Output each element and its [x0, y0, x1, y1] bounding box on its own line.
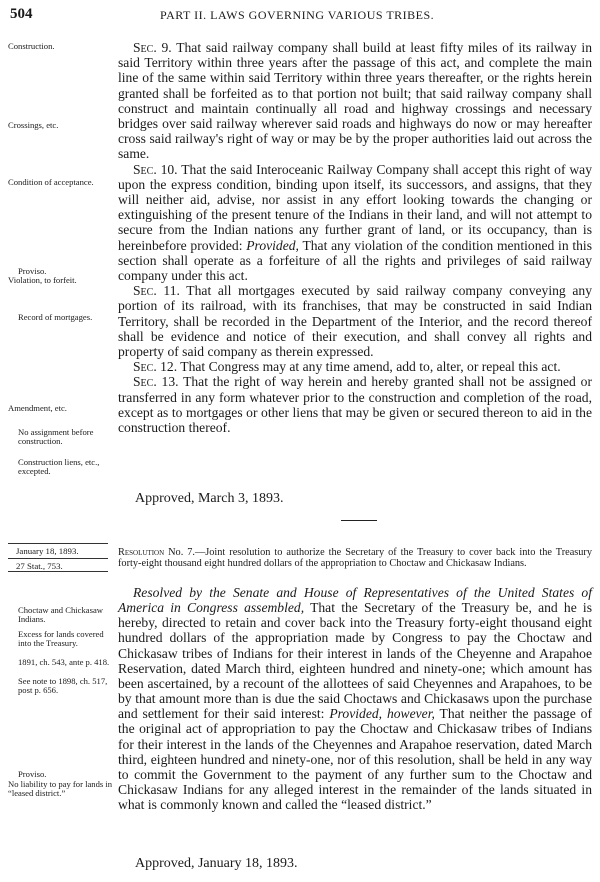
section-13-label: Sec. 13. — [133, 374, 179, 390]
margin-note-record: Record of mortgages. — [18, 312, 93, 322]
section-9 — [118, 40, 592, 162]
margin-note-amendment: Amendment, etc. — [8, 403, 67, 413]
section-11-text: That all mortgages executed by said railway company conveying any portion of its railroad, with its franchises, that may be constructed in said Indian Territory, shall be recorded in the Department of the Interior, and the record thereof shall be evidence and notice of their execution, and shall convey all rights and property of said company as therein expressed. — [118, 283, 593, 360]
section-divider — [341, 520, 377, 521]
section-9-text: That said railway company shall build at least fifty miles of its railway in said Territory within three years after the passage of this act, and complete the main line of the same within said Territory within three years thereafter, or the rights herein granted shall be forfeited as to that portion not built; that said railway company shall construct and maintain continually all road and highway crossings and necessary bridges over said railway wherever said roads and highways do now or may hereafter cross said railway's right of way or may be by the proper authorities laid out across the same. — [118, 40, 592, 162]
running-head: PART II. LAWS GOVERNING VARIOUS TRIBES. — [160, 8, 435, 22]
page-header — [10, 6, 592, 24]
section-11 — [118, 283, 592, 359]
resolution-title — [118, 547, 592, 570]
resolution-title-text: No. 7.—Joint resolution to authorize the Secretary of the Treasury to cover back into the Treasury forty-eight thousand eight hundred dollars of the appropriation to Choctaw and Chickasaw Indians. — [118, 547, 592, 570]
resolution-body-b: That neither the passage of the original act of appropriation to pay the Choctaw and Chickasaw tribes of Indians for their interest in the lands of the Cheyennes and Arapahoe reservation, dated March third, eighteen hundred and ninety-one, nor of this resolution, shall be held in any way to commit the Government to the payment of any further sum to the Choctaw and Chickasaw Indians for any alleged interest in the remainder of the lands situated in what is commonly known and called the “leased district.” — [118, 706, 592, 813]
margin-note-proviso-2: Proviso. — [18, 769, 47, 779]
approved-january-1893: Approved, January 18, 1893. — [135, 856, 298, 871]
resolution-body-a: That the Secretary of the Treasury be, and he is hereby, directed to retain and cover back into the Treasury forty-eight thousand eight hundred dollars of the appropriation made by Congress to pay the Choctaw and Chickasaw tribes of Indians for their interest in lands of the Cheyenne and Arapahoe Reservation, dated March third, eighteen hundred and ninety-one; which amount has been ascertained, by a recount of the allottees of said Cheyennes and Arapahoes, to be by that amount more than is due the said Choctaws and Chickasaws upon the purchase and settlement for their said interest: — [118, 600, 592, 722]
statute-citation: 27 Stat., 753. — [8, 559, 108, 572]
resolution-paragraph — [118, 585, 592, 812]
margin-note-violation: Violation, to forfeit. — [8, 275, 77, 285]
margin-note-no-liability: No liability to pay for lands in “leased district.” — [8, 779, 113, 798]
section-10 — [118, 162, 592, 284]
approved-march-1893: Approved, March 3, 1893. — [135, 491, 284, 506]
resolution-date: January 18, 1893. — [8, 543, 108, 559]
margin-note-proviso: Proviso. — [18, 266, 47, 276]
section-11-label: Sec. 11. — [133, 283, 180, 299]
margin-note-condition: Condition of acceptance. — [8, 177, 94, 187]
section-10-provided: Provided, — [246, 237, 299, 253]
resolution-citation-box — [8, 543, 108, 572]
margin-note-construction-liens: Construction liens, etc., excepted. — [18, 457, 100, 476]
resolution-label: Resolution — [118, 547, 165, 558]
margin-note-ref-1891: 1891, ch. 543, ante p. 418. — [18, 657, 110, 667]
section-13 — [118, 374, 592, 435]
section-9-label: Sec. 9. — [133, 40, 172, 55]
section-10-text-b: That any violation of the condition mentioned in this section shall operate as a forfeiture of all the rights and privileges of said railway company under this act. — [118, 237, 592, 284]
section-12-text: That Congress may at any time amend, add to, alter, or repeal this act. — [177, 359, 561, 375]
enacting-clause: Resolved by the Senate and House of Representatives of the United States of America in Congress assembled, — [118, 585, 592, 616]
section-10-text-a: That the said Interoceanic Railway Company shall accept this right of way upon the express condition, binding upon itself, its successors, and assigns, that they will neither aid, advise, nor assist in any effort looking towards the changing or extinguishing of the present tenure of the Indians in their land, and will not attempt to secure from the Indian nations any further grant of land, or its occupancy, than is hereinbefore provided: — [118, 161, 592, 253]
section-10-label: Sec. 10. — [133, 161, 178, 177]
section-12-label: Sec. 12. — [133, 359, 178, 375]
section-13-text: That the right of way herein and hereby granted shall not be assigned or transferred in any form whatever prior to the construction and completion of the road, except as to mortgages or other liens that may be given or secured thereon to aid in the construction thereof. — [118, 374, 592, 436]
page-number: 504 — [10, 6, 33, 22]
margin-note-choctaw: Choctaw and Chickasaw Indians. — [18, 605, 103, 624]
margin-note-no-assignment: No assignment before construction. — [18, 427, 94, 446]
margin-note-excess: Excess for lands covered into the Treasury. — [18, 629, 104, 648]
provided-however: Provided, however, — [329, 706, 435, 722]
resolution-body — [118, 585, 592, 812]
margin-note-ref-1898: See note to 1898, ch. 517, post p. 656. — [18, 676, 108, 695]
margin-note-crossings: Crossings, etc. — [8, 120, 59, 130]
section-12 — [118, 359, 592, 374]
margin-note-construction: Construction. — [8, 41, 55, 51]
act-sections — [118, 40, 592, 435]
